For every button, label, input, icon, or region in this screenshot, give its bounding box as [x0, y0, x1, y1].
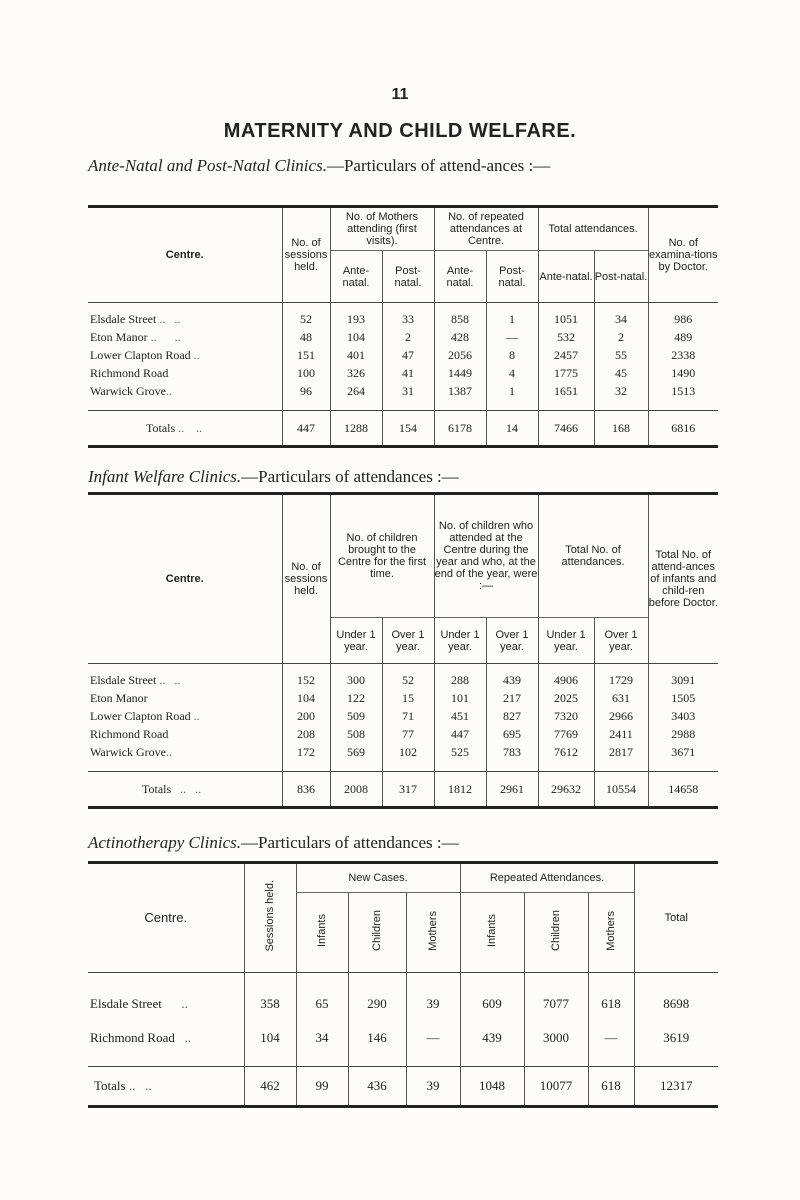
col-t-over: Over 1 year.: [594, 618, 648, 664]
col-repeated: No. of repeated attendances at Centre.: [434, 207, 538, 251]
actinotherapy-table: [88, 861, 718, 1108]
cell: 317: [382, 772, 434, 808]
cell: 151: [282, 347, 330, 365]
cell: 986: [648, 311, 718, 329]
cell: 10554: [594, 772, 648, 808]
table-row: Elsdale Street .. .. 52 193 33 858 1 1051 34 986: [88, 311, 718, 329]
cell: 2: [594, 329, 648, 347]
cell: 52: [382, 672, 434, 690]
col-a-under: Under 1 year.: [434, 618, 486, 664]
col-label: Children: [550, 910, 563, 951]
col-t-ante: Ante-natal.: [538, 251, 594, 303]
col-total: Total attendances.: [538, 207, 648, 251]
cell: 1: [486, 311, 538, 329]
cell: —: [486, 329, 538, 347]
col-rep-mothers: [588, 893, 634, 973]
section2-heading: Infant Welfare Clinics.: [88, 467, 242, 486]
cell: 55: [594, 347, 648, 365]
infant-welfare-table: [88, 492, 718, 809]
cell: 1048: [460, 1067, 524, 1107]
col-r-post: Post-natal.: [486, 251, 538, 303]
table-row: Lower Clapton Road .. 200 509 71 451 827 7320 2966 3403: [88, 708, 718, 726]
cell: 104: [282, 690, 330, 708]
cell: 525: [434, 744, 486, 762]
page-number: 11: [391, 86, 409, 103]
totals-label: Totals: [146, 420, 176, 435]
row-centre: Elsdale Street: [90, 673, 157, 687]
cell: 45: [594, 365, 648, 383]
cell: 439: [460, 1021, 524, 1055]
col-centre: Centre.: [88, 494, 282, 664]
cell: 193: [330, 311, 382, 329]
row-centre: Eton Manor: [90, 330, 148, 344]
cell: 2056: [434, 347, 486, 365]
cell: 1651: [538, 383, 594, 401]
cell: 122: [330, 690, 382, 708]
cell: 4906: [538, 672, 594, 690]
row-centre: Richmond Road: [90, 727, 169, 741]
totals-label: Totals: [94, 1078, 126, 1093]
col-label: Mothers: [427, 910, 439, 951]
cell: 300: [330, 672, 382, 690]
cell: 99: [296, 1067, 348, 1107]
cell: 1051: [538, 311, 594, 329]
cell: 1490: [648, 365, 718, 383]
cell: 7612: [538, 744, 594, 762]
col-r-ante: Ante-natal.: [434, 251, 486, 303]
cell: 8: [486, 347, 538, 365]
cell: 41: [382, 365, 434, 383]
totals-row: Totals .. .. 836 2008 317 1812 2961 29632 10554 14658: [88, 772, 718, 808]
cell: 2457: [538, 347, 594, 365]
table-row: Eton Manor .. .. 48 104 2 428 — 532 2 489: [88, 329, 718, 347]
col-t-under: Under 1 year.: [538, 618, 594, 664]
cell: 6178: [434, 411, 486, 447]
cell: —: [588, 1021, 634, 1055]
row-centre: Elsdale Street: [90, 995, 162, 1011]
col-f-under: Under 1 year.: [330, 618, 382, 664]
col-first-time: No. of children brought to the Centre for the first time.: [330, 494, 434, 618]
cell: 1: [486, 383, 538, 401]
cell: 3671: [648, 744, 718, 762]
cell: 401: [330, 347, 382, 365]
table-row: Richmond Road .. 104 34 146 — 439 3000 — 3619: [88, 1021, 718, 1055]
col-m-ante: Ante-natal.: [330, 251, 382, 303]
cell: 2411: [594, 726, 648, 744]
cell: 52: [282, 311, 330, 329]
cell: 152: [282, 672, 330, 690]
cell: 4: [486, 365, 538, 383]
cell: 1387: [434, 383, 486, 401]
cell: 3403: [648, 708, 718, 726]
col-attended: No. of children who attended at the Centre during the year and who, at the end of the year, were :—: [434, 494, 538, 618]
cell: 34: [594, 311, 648, 329]
cell: 2961: [486, 772, 538, 808]
cell: 2817: [594, 744, 648, 762]
col-a-over: Over 1 year.: [486, 618, 538, 664]
cell: 1775: [538, 365, 594, 383]
cell: 7320: [538, 708, 594, 726]
cell: 2025: [538, 690, 594, 708]
cell: 631: [594, 690, 648, 708]
cell: 509: [330, 708, 382, 726]
col-label: Infants: [486, 913, 499, 948]
cell: 447: [434, 726, 486, 744]
col-centre: Centre.: [88, 863, 244, 973]
cell: 39: [406, 987, 460, 1021]
col-f-over: Over 1 year.: [382, 618, 434, 664]
cell: 96: [282, 383, 330, 401]
table-row: Elsdale Street .. .. 152 300 52 288 439 4906 1729 3091: [88, 672, 718, 690]
cell: 428: [434, 329, 486, 347]
cell: 436: [348, 1067, 406, 1107]
cell: 1812: [434, 772, 486, 808]
page-title: MATERNITY AND CHILD WELFARE.: [223, 120, 577, 142]
row-centre: Elsdale Street: [90, 312, 157, 326]
row-centre: Warwick Grove: [90, 745, 167, 759]
cell: 618: [588, 1067, 634, 1107]
cell: 100: [282, 365, 330, 383]
table-row: Elsdale Street .. 358 65 290 39 609 7077 618 8698: [88, 987, 718, 1021]
section1-subtitle: —Particulars of attend-ances :—: [326, 156, 551, 175]
section1-heading: Ante-Natal and Post-Natal Clinics.: [88, 156, 327, 175]
row-centre: Lower Clapton Road: [90, 348, 191, 362]
col-mothers: No. of Mothers attending (first visits).: [330, 207, 434, 251]
cell: 3619: [634, 1021, 718, 1055]
cell: 2988: [648, 726, 718, 744]
col-sessions: [244, 863, 296, 973]
cell: 104: [330, 329, 382, 347]
table-row: [88, 690, 718, 708]
cell: 3000: [524, 1021, 588, 1055]
table-row: [88, 726, 718, 744]
cell: 104: [244, 1021, 296, 1055]
table-row: Lower Clapton Road .. 151 401 47 2056 8 2457 55 2338: [88, 347, 718, 365]
col-new-cases: New Cases.: [296, 863, 460, 893]
row-centre: Warwick Grove: [90, 384, 167, 398]
cell: 33: [382, 311, 434, 329]
cell: 217: [486, 690, 538, 708]
cell: 326: [330, 365, 382, 383]
cell: 618: [588, 987, 634, 1021]
cell: 15: [382, 690, 434, 708]
cell: 146: [348, 1021, 406, 1055]
cell: 12317: [634, 1067, 718, 1107]
cell: 447: [282, 411, 330, 447]
totals-label: Totals: [142, 781, 172, 796]
row-centre: Richmond Road: [90, 366, 169, 380]
table-row: Warwick Grove.. 172 569 102 525 783 7612 2817 3671: [88, 744, 718, 762]
cell: 29632: [538, 772, 594, 808]
cell: 208: [282, 726, 330, 744]
col-total: Total No. of attendances.: [538, 494, 648, 618]
col-total: Total: [634, 863, 718, 973]
cell: 1505: [648, 690, 718, 708]
col-t-post: Post-natal.: [594, 251, 648, 303]
col-rep-children: [524, 893, 588, 973]
cell: 3091: [648, 672, 718, 690]
cell: 358: [244, 987, 296, 1021]
col-new-mothers: [406, 893, 460, 973]
cell: 451: [434, 708, 486, 726]
ante-post-natal-table: [88, 205, 718, 448]
cell: 532: [538, 329, 594, 347]
cell: 290: [348, 987, 406, 1021]
row-centre: Lower Clapton Road: [90, 709, 191, 723]
col-label: Mothers: [605, 910, 618, 951]
totals-row: Totals .. .. 447 1288 154 6178 14 7466 168 6816: [88, 411, 718, 447]
cell: 6816: [648, 411, 718, 447]
section3-subtitle: —Particulars of attendances :—: [240, 833, 459, 852]
section2-intro: [88, 467, 718, 487]
cell: 47: [382, 347, 434, 365]
cell: 101: [434, 690, 486, 708]
cell: 783: [486, 744, 538, 762]
cell: 102: [382, 744, 434, 762]
cell: 14658: [648, 772, 718, 808]
cell: 695: [486, 726, 538, 744]
cell: 168: [594, 411, 648, 447]
cell: 172: [282, 744, 330, 762]
cell: 7769: [538, 726, 594, 744]
cell: 10077: [524, 1067, 588, 1107]
cell: 508: [330, 726, 382, 744]
cell: 827: [486, 708, 538, 726]
cell: 1513: [648, 383, 718, 401]
section3-intro: [88, 833, 718, 853]
cell: 34: [296, 1021, 348, 1055]
row-centre: Eton Manor: [90, 691, 148, 705]
cell: 71: [382, 708, 434, 726]
cell: 200: [282, 708, 330, 726]
cell: 1288: [330, 411, 382, 447]
col-label: Children: [371, 910, 383, 951]
cell: 48: [282, 329, 330, 347]
col-doctor: Total No. of attend-ances of infants and child-ren before Doctor.: [648, 494, 718, 664]
cell: 569: [330, 744, 382, 762]
col-rep-infants: [460, 893, 524, 973]
col-new-infants: [296, 893, 348, 973]
col-label: Infants: [316, 913, 328, 948]
col-sessions-label: Sessions held.: [264, 880, 276, 952]
cell: 31: [382, 383, 434, 401]
cell: 858: [434, 311, 486, 329]
cell: 14: [486, 411, 538, 447]
col-exams: No. of examina-tions by Doctor.: [648, 207, 718, 303]
table-row: Warwick Grove.. 96 264 31 1387 1 1651 32 1513: [88, 383, 718, 401]
cell: 609: [460, 987, 524, 1021]
cell: 77: [382, 726, 434, 744]
section2-subtitle: —Particulars of attendances :—: [241, 467, 459, 486]
cell: 489: [648, 329, 718, 347]
cell: 7466: [538, 411, 594, 447]
totals-row: Totals .. .. 462 99 436 39 1048 10077 618 12317: [88, 1067, 718, 1107]
col-sessions: No. of sessions held.: [282, 207, 330, 303]
cell: 154: [382, 411, 434, 447]
cell: 39: [406, 1067, 460, 1107]
cell: 439: [486, 672, 538, 690]
col-sessions: No. of sessions held.: [282, 494, 330, 664]
cell: 7077: [524, 987, 588, 1021]
cell: 65: [296, 987, 348, 1021]
section1-intro: [88, 156, 718, 176]
cell: 2: [382, 329, 434, 347]
cell: 1729: [594, 672, 648, 690]
cell: 264: [330, 383, 382, 401]
col-repeated: Repeated Attendances.: [460, 863, 634, 893]
table-row: [88, 365, 718, 383]
cell: 288: [434, 672, 486, 690]
cell: 462: [244, 1067, 296, 1107]
cell: 2008: [330, 772, 382, 808]
col-m-post: Post-natal.: [382, 251, 434, 303]
col-centre: Centre.: [88, 207, 282, 303]
cell: 836: [282, 772, 330, 808]
col-new-children: [348, 893, 406, 973]
cell: 2966: [594, 708, 648, 726]
cell: 8698: [634, 987, 718, 1021]
cell: 2338: [648, 347, 718, 365]
section3-heading: Actinotherapy Clinics.: [88, 833, 241, 852]
cell: 32: [594, 383, 648, 401]
row-centre: Richmond Road: [90, 1029, 175, 1045]
cell: —: [406, 1021, 460, 1055]
cell: 1449: [434, 365, 486, 383]
